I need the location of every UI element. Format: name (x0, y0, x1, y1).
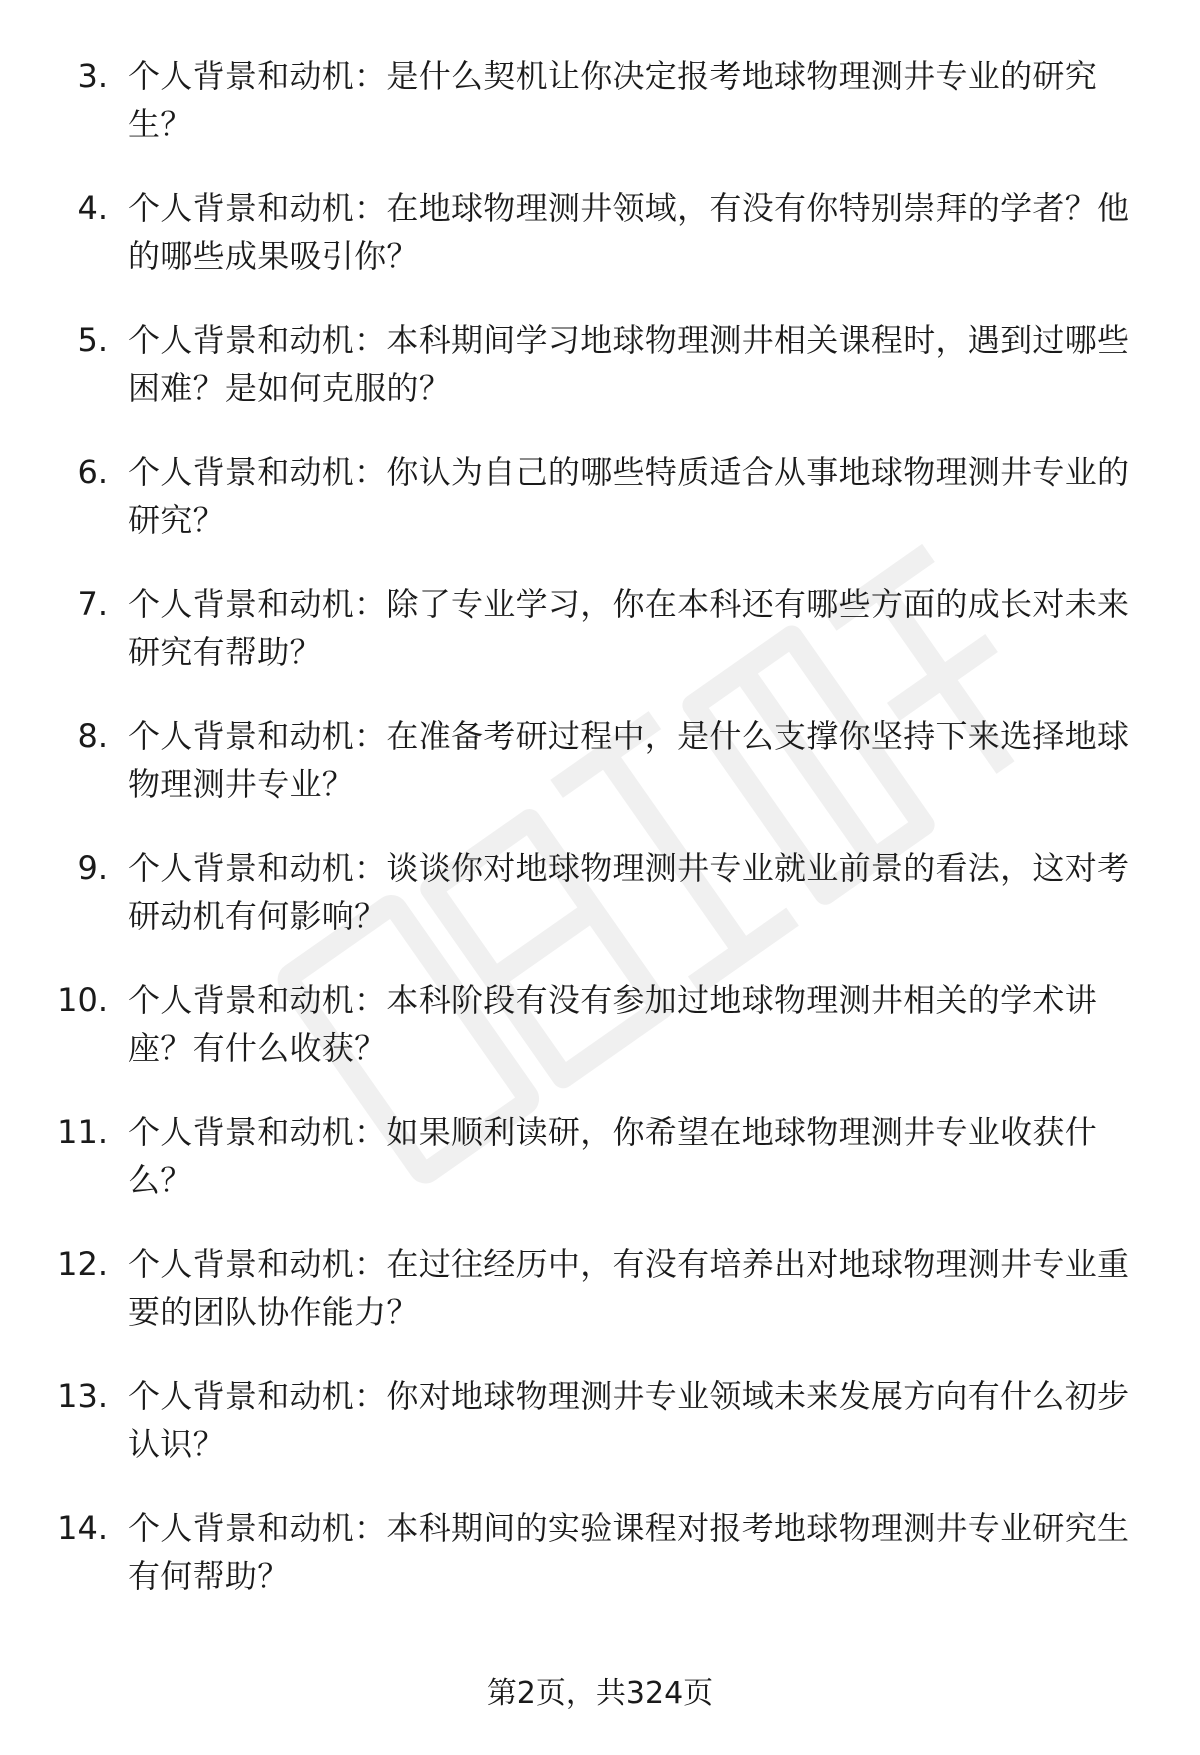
list-item (0, 52, 1200, 184)
question-text: 个人背景和动机：本科期间的实验课程对报考地球物理测井专业研究生有何帮助？ (128, 1509, 1130, 1595)
question-number: 9. (77, 849, 108, 887)
list-item (0, 1504, 1200, 1636)
list-item (0, 316, 1200, 448)
question-text: 个人背景和动机：是什么契机让你决定报考地球物理测井专业的研究生？ (128, 57, 1098, 143)
question-number: 10. (57, 981, 108, 1019)
question-number: 14. (57, 1509, 108, 1547)
question-text: 个人背景和动机：除了专业学习，你在本科还有哪些方面的成长对未来研究有帮助？ (128, 585, 1130, 671)
question-number: 4. (77, 189, 108, 227)
question-text: 个人背景和动机：在过往经历中，有没有培养出对地球物理测井专业重要的团队协作能力？ (128, 1245, 1130, 1331)
question-number: 3. (77, 57, 108, 95)
question-list (0, 52, 1200, 1636)
question-text: 个人背景和动机：在准备考研过程中，是什么支撑你坚持下来选择地球物理测井专业？ (128, 717, 1130, 803)
question-number: 5. (77, 321, 108, 359)
list-item (0, 1372, 1200, 1504)
question-number: 7. (77, 585, 108, 623)
question-number: 8. (77, 717, 108, 755)
page-footer (0, 1674, 1200, 1714)
page-number-label: 第2页，共324页 (486, 1676, 714, 1711)
list-item (0, 448, 1200, 580)
question-text: 个人背景和动机：本科期间学习地球物理测井相关课程时，遇到过哪些困难？是如何克服的？ (128, 321, 1130, 407)
question-text: 个人背景和动机：本科阶段有没有参加过地球物理测井相关的学术讲座？有什么收获？ (128, 981, 1098, 1067)
list-item (0, 184, 1200, 316)
list-item (0, 1108, 1200, 1240)
question-number: 12. (57, 1245, 108, 1283)
question-text: 个人背景和动机：在地球物理测井领域，有没有你特别崇拜的学者？他的哪些成果吸引你？ (128, 189, 1130, 275)
list-item (0, 1240, 1200, 1372)
list-item (0, 712, 1200, 844)
question-text: 个人背景和动机：你认为自己的哪些特质适合从事地球物理测井专业的研究？ (128, 453, 1130, 539)
question-text: 个人背景和动机：如果顺利读研，你希望在地球物理测井专业收获什么？ (128, 1113, 1098, 1199)
list-item (0, 976, 1200, 1108)
list-item (0, 580, 1200, 712)
question-text: 个人背景和动机：谈谈你对地球物理测井专业就业前景的看法，这对考研动机有何影响？ (128, 849, 1130, 935)
list-item (0, 844, 1200, 976)
question-number: 6. (77, 453, 108, 491)
question-number: 11. (57, 1113, 108, 1151)
question-number: 13. (57, 1377, 108, 1415)
question-text: 个人背景和动机：你对地球物理测井专业领域未来发展方向有什么初步认识？ (128, 1377, 1130, 1463)
